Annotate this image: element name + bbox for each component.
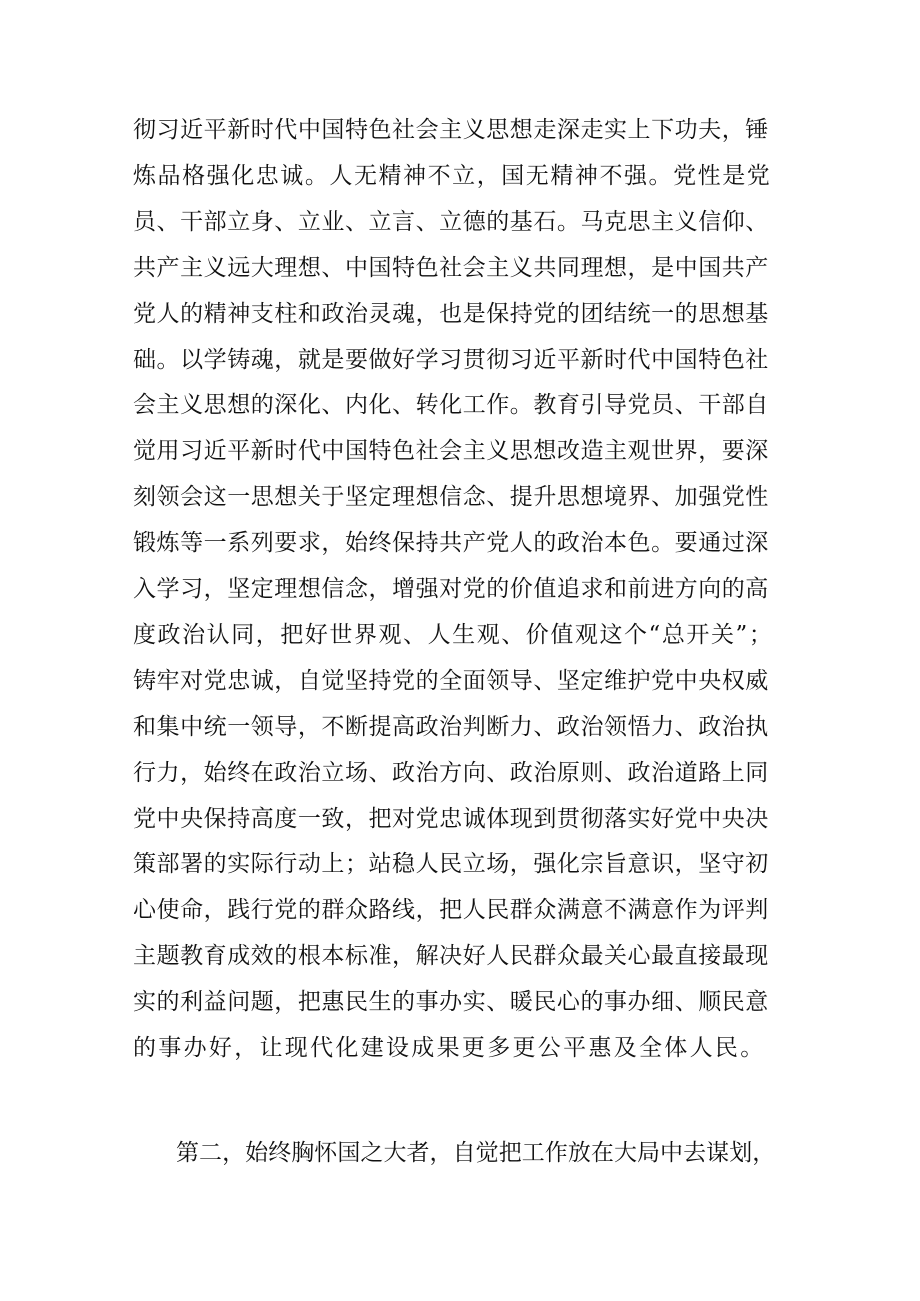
text-line: 度政治认同，把好世界观、人生观、价值观这个“总开关”； [133,621,774,648]
text-line: 心使命，践行党的群众路线，把人民群众满意不满意作为评判 [133,897,769,924]
text-line: 的事办好，让现代化建设成果更多更公平惠及全体人民。 [133,1035,766,1061]
text-line: 炼品格强化忠诚。人无精神不立，国无精神不强。党性是党 [133,162,772,189]
text-line: 主题教育成效的根本标准，解决好人民群众最关心最直接最现 [133,943,769,970]
text-line: 和集中统一领导，不断提高政治判断力、政治领悟力、政治执 [133,713,769,740]
text-line: 觉用习近平新时代中国特色社会主义思想改造主观世界，要深 [133,438,769,465]
text-line: 入学习，坚定理想信念，增强对党的价值追求和前进方向的高 [133,576,769,602]
text-line: 共产主义远大理想、中国特色社会主义共同理想，是中国共产 [133,254,769,281]
text-line: 员、干部立身、立业、立言、立德的基石。马克思主义信仰、 [133,208,769,235]
text-line: 彻习近平新时代中国特色社会主义思想走深走实上下功夫，锤 [133,117,769,143]
text-line: 础。以学铸魂，就是要做好学习贯彻习近平新时代中国特色社 [133,346,769,373]
text-line: 党中央保持高度一致，把对党忠诚体现到贯彻落实好党中央决 [133,805,769,832]
text-line: 实的利益问题，把惠民生的事办实、暖民心的事办细、顺民意 [133,989,769,1016]
text-line: 第二，始终胸怀国之大者，自觉把工作放在大局中去谋划， [176,1140,776,1166]
text-line: 行力，始终在政治立场、政治方向、政治原则、政治道路上同 [133,759,769,786]
text-line: 会主义思想的深化、内化、转化工作。教育引导党员、干部自 [133,392,769,419]
text-line: 铸牢对党忠诚，自觉坚持党的全面领导、坚定维护党中央权威 [133,667,769,694]
text-line: 党人的精神支柱和政治灵魂，也是保持党的团结统一的思想基 [133,300,769,327]
text-line: 刻领会这一思想关于坚定理想信念、提升思想境界、加强党性 [133,484,769,511]
text-line: 策部署的实际行动上；站稳人民立场，强化宗旨意识，坚守初 [133,851,769,878]
text-line: 锻炼等一系列要求，始终保持共产党人的政治本色。要通过深 [133,530,769,557]
